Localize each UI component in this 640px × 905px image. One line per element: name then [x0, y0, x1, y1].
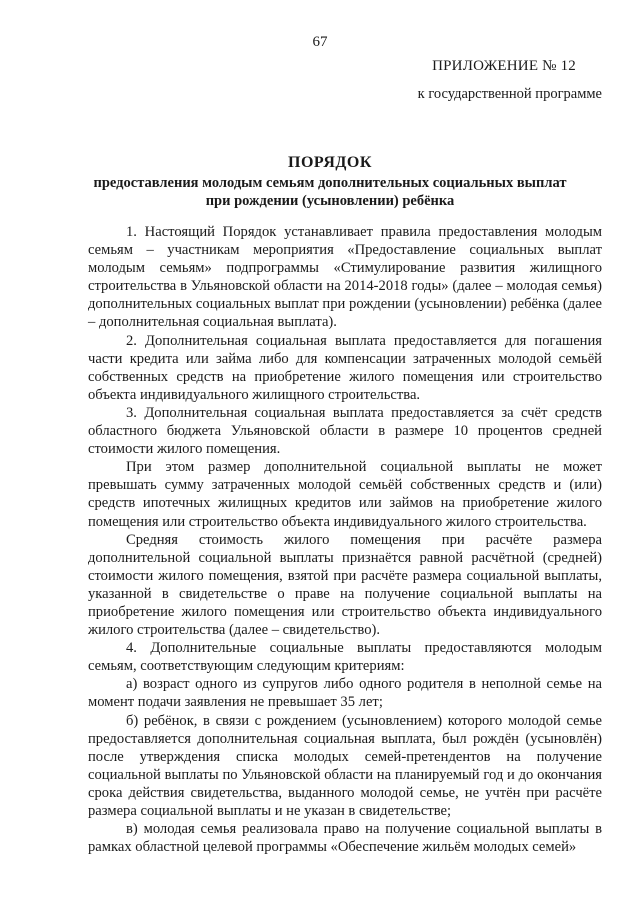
criterion-c: в) молодая семья реализовала право на получение социальной выплаты в рамках областной целевой программы «Обеспечение жильём молодых семей»: [88, 821, 602, 856]
criterion-a: а) возраст одного из супругов либо одного родителя в неполной семье на момент подачи заявления не превышает 35 лет;: [88, 676, 602, 711]
appendix-label: ПРИЛОЖЕНИЕ № 12: [432, 58, 576, 74]
criterion-b: б) ребёнок, в связи с рождением (усыновлением) которого молодой семье предоставляется дополнительная социальная выплата, был рождён (усыновлён) после утверждения списка молодых семей-претендентов на получение социальной выплаты по Ульяновской области на планируемый год и до окончания срока действия свидетельства, выданного молодой семье, не учтён при расчёте размера социальной выплаты и не указан в свидетельстве;: [88, 712, 602, 819]
paragraph-4: 4. Дополнительные социальные выплаты предоставляются молодым семьям, соответствующим следующим критериям:: [88, 640, 602, 675]
paragraph-1: 1. Настоящий Порядок устанавливает правила предоставления молодым семьям – участникам мероприятия «Предоставление социальных выплат молодым семьям» подпрограммы «Стимулирование развития жилищного строительства в Ульяновской области на 2014-2018 годы» (далее – молодая семья) дополнительных социальных выплат при рождении (усыновлении) ребёнка (далее – дополнительная социальная выплата).: [88, 224, 602, 331]
paragraph-3-cont-limit: При этом размер дополнительной социальной выплаты не может превышать сумму затраченных молодой семьёй собственных средств и (или) средств ипотечных жилищных кредитов или займов на приобретение жилого помещения или строительство объекта индивидуального жилого строительства.: [88, 459, 602, 530]
title-subtitle-line-1: предоставления молодым семьям дополнительных социальных выплат: [93, 175, 567, 191]
paragraph-3-cont-average-cost: Средняя стоимость жилого помещения при расчёте размера дополнительной социальной выплаты признаётся равной расчётной (средней) стоимости жилого помещения, взятой при расчёте размера социальной выплаты, указанной в свидетельстве о праве на получение социальной выплаты на приобретение жилого помещения или строительство объекта индивидуального жилого строительства (далее – свидетельство).: [88, 531, 602, 639]
document-body: [88, 223, 602, 856]
page-number: 67: [312, 34, 328, 50]
program-reference: к государственной программе: [417, 86, 602, 102]
paragraph-3: 3. Дополнительная социальная выплата предоставляется за счёт средств областного бюджета Ульяновской области в размере 10 процентов средней стоимости жилого помещения.: [88, 404, 602, 458]
title-subtitle-line-2: при рождении (усыновлении) ребёнка: [205, 193, 455, 209]
title-main: ПОРЯДОК: [288, 154, 372, 171]
paragraph-2: 2. Дополнительная социальная выплата предоставляется для погашения части кредита или займа либо для компенсации затраченных молодой семьёй собственных средств на приобретение жилого помещения или строительство объекта индивидуального жилищного строительства.: [88, 332, 602, 403]
document-title: [80, 152, 580, 210]
